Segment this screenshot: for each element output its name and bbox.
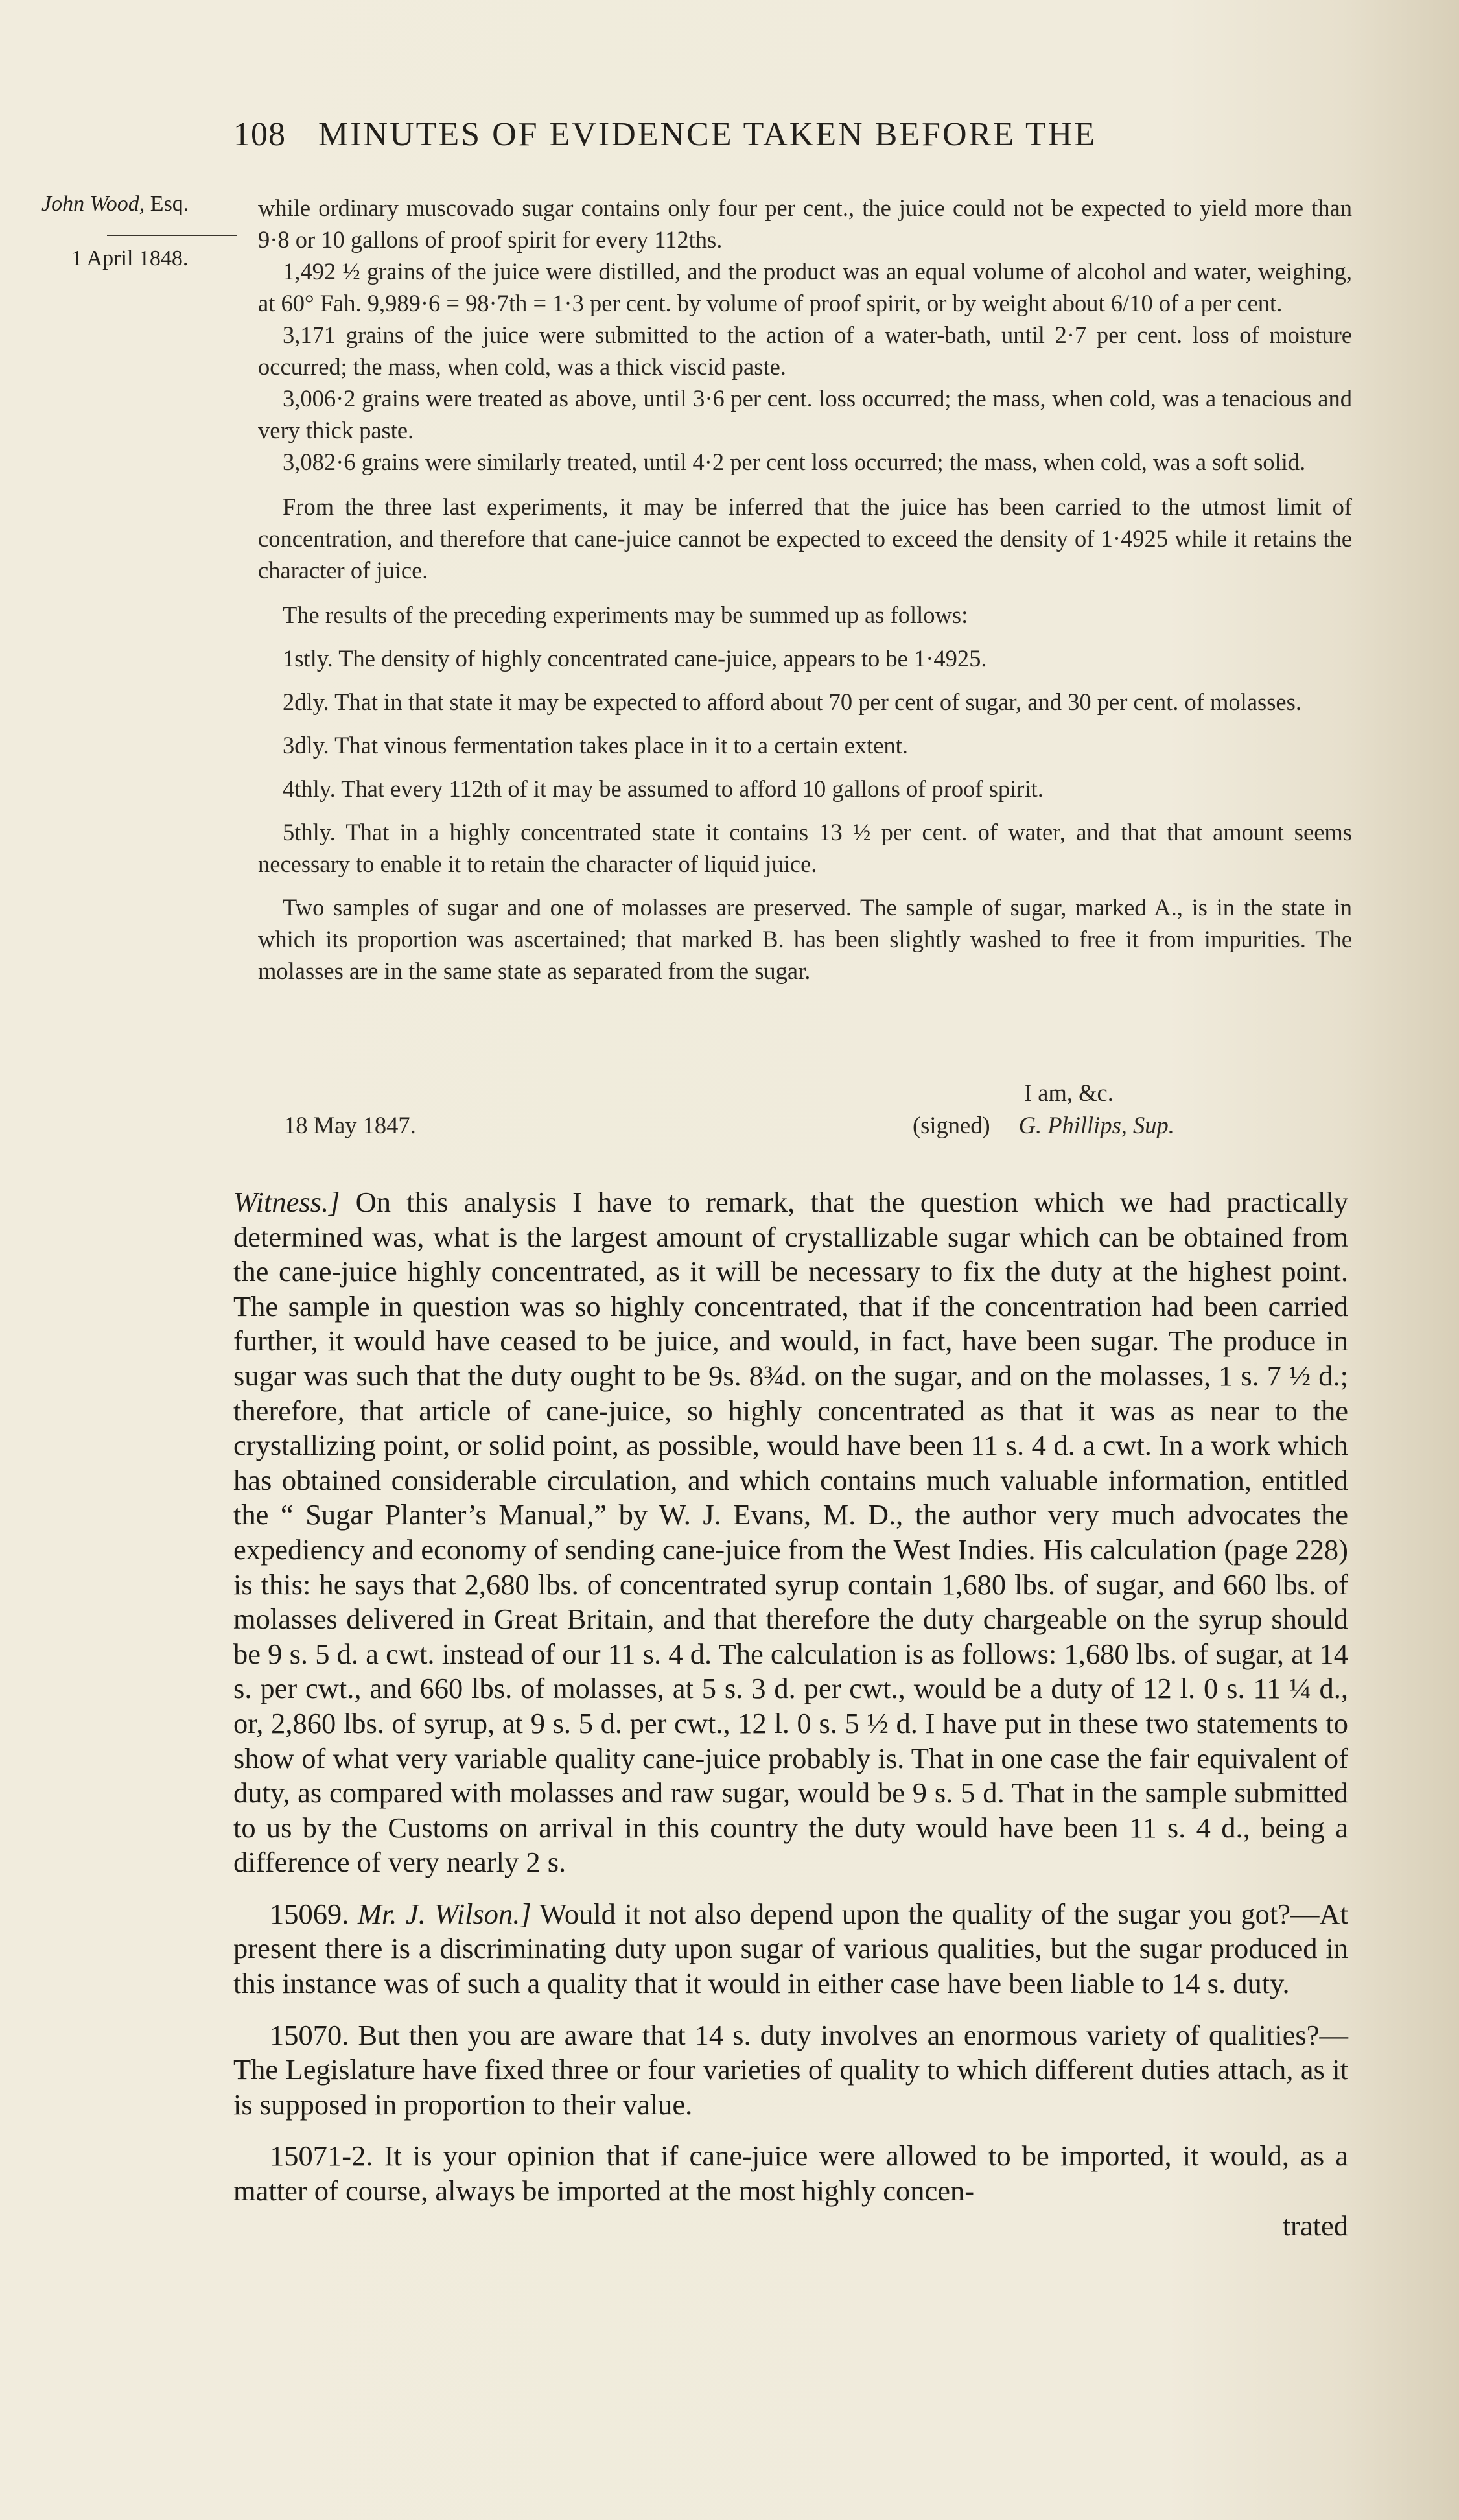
letter-date: 18 May 1847. xyxy=(284,1112,416,1138)
question-entry xyxy=(233,1897,1348,2001)
witness-name: John Wood, xyxy=(41,192,145,216)
signed-label: (signed) xyxy=(913,1112,990,1138)
signature-block xyxy=(913,1111,1174,1139)
running-header xyxy=(233,115,1244,154)
witness-suffix: Esq. xyxy=(150,192,189,216)
page-number: 108 xyxy=(233,116,286,153)
witness-statement xyxy=(233,1185,1348,1880)
summary-item: 1stly. The density of highly concentrated cane-juice, appears to be 1·4925. xyxy=(283,645,987,672)
summary-item: 5thly. That in a highly concentrated state it contains 13 ½ per cent. of water, and that that amount seems necessary to enable it to retain the character of liquid juice. xyxy=(258,819,1352,877)
letter-paragraph: Two samples of sugar and one of molasses are preserved. The sample of sugar, marked A., is in the state in which its proportion was ascertained; that marked B. has been slightly washed to free it from impurities. The molasses are in the same state as separated from the sugar. xyxy=(258,894,1352,984)
statement-text: On this analysis I have to remark, that the question which we had practically determined was, what is the largest amount of crystallizable sugar which can be obtained from the cane-juice highly concentrated, as it will be necessary to fix the duty at the highest point. The sample in question was so highly concentrated, that if the concentration had been carried further, it would have ceased to be juice, and would, in fact, have been sugar. The produce in sugar was such that the duty ought to be 9s. 8¾d. on the sugar, and on the molasses, 1 s. 7 ½ d.; therefore, that article of cane-juice, so highly concentrated as that it was as near to the crystallizing point, or solid point, as possible, would have been 11 s. 4 d. a cwt. In a work which has obtained considerable circulation, and which contains much valuable information, entitled the “ Sugar Planter’s Manual,” by W. J. Evans, M. D., the author very much advocates the expediency and economy of sending cane-juice from the West Indies. His calculation (page 228) is this: he says that 2,680 lbs. of concentrated syrup contain 1,680 lbs. of sugar, and 660 lbs. of molasses delivered in Great Britain, and that therefore the duty chargeable on the syrup should be 9 s. 5 d. a cwt. instead of our 11 s. 4 d. The calculation is as follows: 1,680 lbs. of sugar, at 14 s. per cwt., and 660 lbs. of molasses, at 5 s. 3 d. per cwt., would be a duty of 12 l. 0 s. 11 ¼ d., or, 2,860 lbs. of syrup, at 9 s. 5 d. per cwt., 12 l. 0 s. 5 ½ d. I have put in these two statements to show of what very variable quality cane-juice probably is. That in one case the fair equivalent of duty, as compared with molasses and raw sugar, would be 9 s. 5 d. That in the sample submitted to us by the Customs on arrival in this country the duty would have been 11 s. 4 d., being a difference of very nearly 2 s. xyxy=(233,1186,1348,1879)
question-text: Would it not also depend upon the quality of the sugar you got?—At present there is a discriminating duty upon sugar of various qualities, but the sugar produced in this instance was of such a quality that it would in either case have been liable to 14 s. duty. xyxy=(233,1897,1349,2000)
question-text: It is your opinion that if cane-juice were allowed to be imported, it would, as a matter of course, always be imported at the most highly concen- xyxy=(233,2139,1349,2208)
question-number: 15069. xyxy=(270,1897,349,1930)
letter-body xyxy=(258,192,1352,987)
question-text: But then you are aware that 14 s. duty involves an enormous variety of qualities?—The Legislature have fixed three or four varieties of quality to which different duties attach, as it is supposed in proportion to their value. xyxy=(233,2018,1348,2121)
summary-item: 4thly. That every 112th of it may be assumed to afford 10 gallons of proof spirit. xyxy=(283,775,1044,802)
margin-rule xyxy=(107,235,237,236)
question-entry xyxy=(233,2018,1348,2123)
running-title: MINUTES OF EVIDENCE TAKEN BEFORE THE xyxy=(318,116,1097,153)
summary-item: 2dly. That in that state it may be expected to afford about 70 per cent of sugar, and 30 per cent. of molasses. xyxy=(283,689,1301,715)
letter-paragraph: The results of the preceding experiments may be summed up as follows: xyxy=(283,602,968,628)
closing: I am, &c. xyxy=(1024,1079,1114,1106)
questioner: Mr. J. Wilson.] xyxy=(357,1897,531,1930)
letter-paragraph: 3,082·6 grains were similarly treated, until 4·2 per cent loss occurred; the mass, when cold, was a soft solid. xyxy=(283,449,1306,475)
evidence-body xyxy=(233,1185,1348,2243)
letter-paragraph: 3,006·2 grains were treated as above, until 3·6 per cent. loss occurred; the mass, when cold, was a tenacious and very thick paste. xyxy=(258,385,1352,443)
letter-paragraph: 1,492 ½ grains of the juice were distilled, and the product was an equal volume of alcohol and water, weighing, at 60° Fah. 9,989·6 = 98·7th = 1·3 per cent. by volume of proof spirit, or by weight about 6/10 of a per cent. xyxy=(258,258,1352,316)
letter-paragraph: 3,171 grains of the juice were submitted to the action of a water-bath, until 2·7 per cent. loss of moisture occurred; the mass, when cold, was a thick viscid paste. xyxy=(258,322,1352,380)
signature: G. Phillips, Sup. xyxy=(1018,1112,1174,1138)
letter-paragraph: From the three last experiments, it may be inferred that the juice has been carried to the utmost limit of concentration, and therefore that cane-juice cannot be expected to exceed the density of 1·4925 while it retains the character of juice. xyxy=(258,493,1352,583)
question-number: 15070. xyxy=(270,2018,349,2051)
question-entry xyxy=(233,2139,1348,2208)
summary-item: 3dly. That vinous fermentation takes place in it to a certain extent. xyxy=(283,732,908,759)
speaker-label: Witness.] xyxy=(233,1186,340,1218)
letter-paragraph: while ordinary muscovado sugar contains only four per cent., the juice could not be expected to yield more than 9·8 or 10 gallons of proof spirit for every 112ths. xyxy=(258,194,1352,253)
margin-witness-name xyxy=(41,192,249,217)
margin-date: 1 April 1848. xyxy=(71,246,189,270)
catchword: trated xyxy=(1282,2209,1348,2242)
question-number: 15071-2. xyxy=(270,2139,373,2173)
